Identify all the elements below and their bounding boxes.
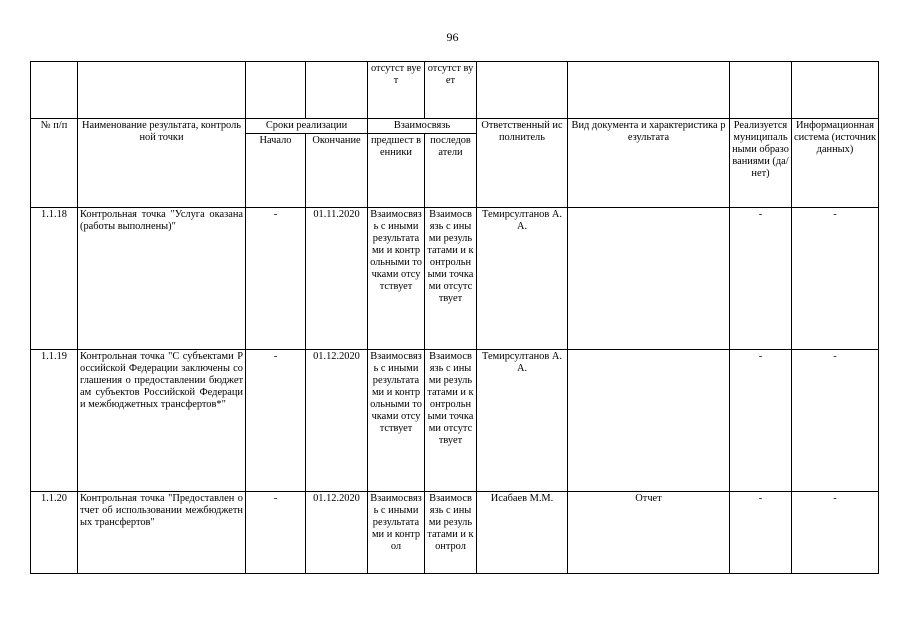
row-succ: Взаимосвязь с иными результатами и контрольными точками отсутствует bbox=[425, 208, 477, 350]
row-num: 1.1.20 bbox=[31, 492, 78, 574]
page-number: 96 bbox=[446, 30, 459, 44]
header-num: № п/п bbox=[31, 119, 78, 208]
cell-doc bbox=[568, 62, 730, 119]
header-row-1 bbox=[31, 119, 879, 134]
header-pred: предшест венники bbox=[368, 134, 425, 208]
row-start: - bbox=[246, 350, 306, 492]
row-info-system: - bbox=[792, 350, 879, 492]
cell-end bbox=[306, 62, 368, 119]
cell-start bbox=[246, 62, 306, 119]
row-doc-type bbox=[568, 350, 730, 492]
header-terms: Сроки реализации bbox=[246, 119, 368, 134]
row-responsible: Исабаев М.М. bbox=[477, 492, 568, 574]
row-name: Контрольная точка "Услуга оказана (работы выполнены)" bbox=[78, 208, 246, 350]
header-info-system: Информационная система (источник данных) bbox=[792, 119, 879, 208]
header-succ: последов атели bbox=[425, 134, 477, 208]
row-end: 01.12.2020 bbox=[306, 350, 368, 492]
row-pred: Взаимосвязь с иными результатами и контрол bbox=[368, 492, 425, 574]
header-doc-type: Вид документа и характеристика результата bbox=[568, 119, 730, 208]
row-info-system: - bbox=[792, 208, 879, 350]
cell-impl bbox=[730, 62, 792, 119]
row-start: - bbox=[246, 208, 306, 350]
table-row bbox=[31, 208, 879, 350]
continued-row bbox=[31, 62, 879, 119]
row-num: 1.1.19 bbox=[31, 350, 78, 492]
row-num: 1.1.18 bbox=[31, 208, 78, 350]
header-end: Окончание bbox=[306, 134, 368, 208]
header-name: Наименование результата, контрольной точки bbox=[78, 119, 246, 208]
row-succ: Взаимосвязь с иными результатами и контрольными точками отсутствует bbox=[425, 350, 477, 492]
cell-num bbox=[31, 62, 78, 119]
row-end: 01.12.2020 bbox=[306, 492, 368, 574]
table-row bbox=[31, 492, 879, 574]
row-name: Контрольная точка "Предоставлен отчет об использовании межбюджетных трансфертов" bbox=[78, 492, 246, 574]
row-responsible: Темирсултанов А.А. bbox=[477, 350, 568, 492]
row-end: 01.11.2020 bbox=[306, 208, 368, 350]
cell-succ: отсутст вует bbox=[425, 62, 477, 119]
row-name: Контрольная точка "С субъектами Российской Федерации заключены соглашения о предоставлении бюджетам субъектов Российской Федерации межбюджетных трансфертов*" bbox=[78, 350, 246, 492]
header-relations: Взаимосвязь bbox=[368, 119, 477, 134]
cell-info bbox=[792, 62, 879, 119]
row-succ: Взаимосвязь с иными результатами и контрол bbox=[425, 492, 477, 574]
cell-pred: отсутст вует bbox=[368, 62, 425, 119]
header-responsible: Ответственный исполнитель bbox=[477, 119, 568, 208]
row-responsible: Темирсултанов А.А. bbox=[477, 208, 568, 350]
row-implemented: - bbox=[730, 208, 792, 350]
row-implemented: - bbox=[730, 492, 792, 574]
cell-responsible bbox=[477, 62, 568, 119]
header-implemented: Реализуется муниципальными образованиями (да/нет) bbox=[730, 119, 792, 208]
table-row bbox=[31, 350, 879, 492]
row-doc-type bbox=[568, 208, 730, 350]
row-pred: Взаимосвязь с иными результатами и контрольными точками отсутствует bbox=[368, 350, 425, 492]
results-table bbox=[30, 61, 879, 574]
cell-name bbox=[78, 62, 246, 119]
row-doc-type: Отчет bbox=[568, 492, 730, 574]
row-pred: Взаимосвязь с иными результатами и контрольными точками отсутствует bbox=[368, 208, 425, 350]
row-implemented: - bbox=[730, 350, 792, 492]
row-start: - bbox=[246, 492, 306, 574]
row-info-system: - bbox=[792, 492, 879, 574]
header-start: Начало bbox=[246, 134, 306, 208]
